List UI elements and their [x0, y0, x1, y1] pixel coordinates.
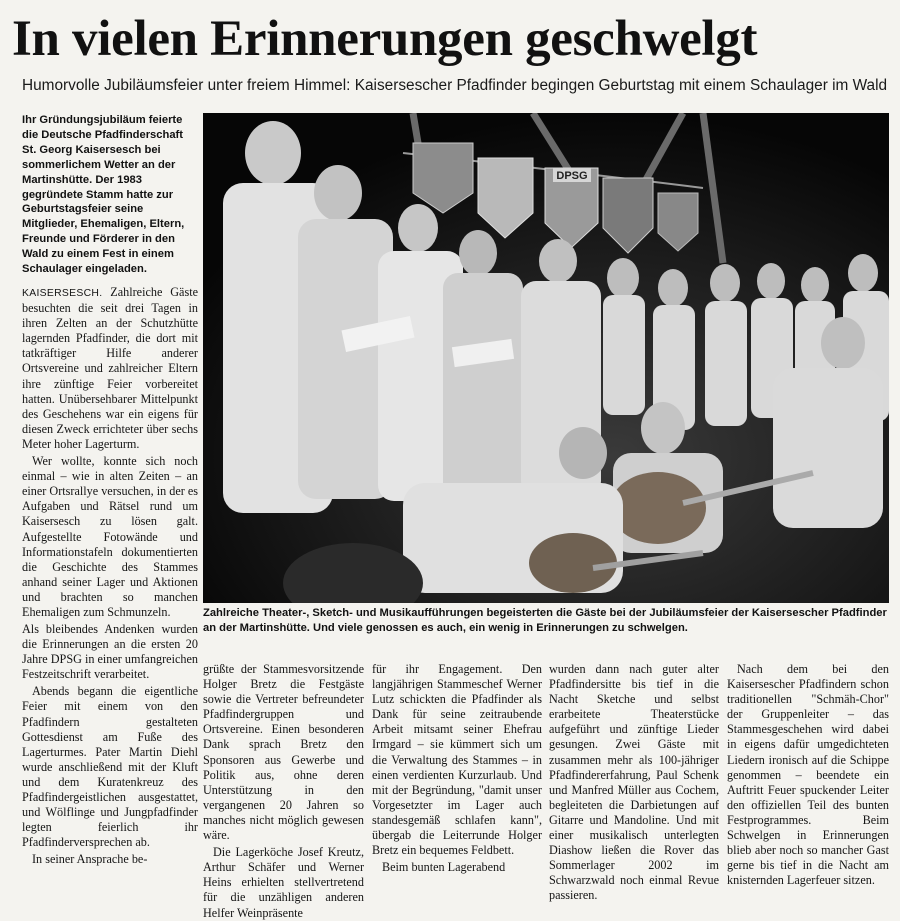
paragraph: Beim bunten Lagerabend: [382, 860, 506, 875]
paragraph: wurden dann nach guter alter Pfadfindersitte bis tief in die Nacht Sketche und selbst erarbeitete Theaterstücke aufgeführt und zünftige Lieder gesungen. Zwei Gäste mit zusammen mehr als 100-jähriger Pfadfindererfahrung, Paul Schenk und Manfred Müller aus Cochem, begleiteten die Darbietungen auf Gitarre und Mandoline. Und mit einer musikalisch unterlegten Diashow ließen die Rover das Sommerlager 2002 im Schwarzwald noch einmal Revue passieren.: [549, 662, 719, 903]
paragraph: grüßte der Stammesvorsitzende Holger Bretz die Festgäste sowie die Vertreter befreundeter Pfadfindergruppen und Ortsvereine. Einen besonderen Dank sprach Bretz den Sponsoren aus Gewerbe und Politik aus, ohne deren Unterstützung in den vergangenen 20 Jahren so manches nicht möglich gewesen wäre.: [203, 662, 364, 843]
photo-caption: Zahlreiche Theater-, Sketch- und Musikaufführungen begeisterten die Gäste bei der Jubiläumsfeier der Kaisersescher Pfadfinder an der Martinshütte. Und viele genossen es auch, ein wenig in Erinnerungen zu schwelgen.: [203, 607, 887, 634]
paragraph: für ihr Engagement. Den langjährigen Stammeschef Werner Lutz schickten die Pfadfinder als Dank für seine zeitraubende Arbeit mitsamt seiner Ehefrau Irmgard – sie kümmert sich um die Verwaltung des Stammes – in einen verdienten Kurzurlaub. Und mit der Begründung, "damit unser Vorgesetzter im Lager auch standesgemäß schlafen kann", übergab die Leiterrunde Holger Bretz ein bequemes Feldbett.: [372, 662, 542, 858]
article-lead: Ihr Gründungsjubiläum feierte die Deutsche Pfadfinderschaft St. Georg Kaisersesch bei sommerlichem Wetter an der Martinshütte. Der 1983 gegründete Stamm hatte zur Geburtstagsfeier seine Mitglieder, Ehemaligen, Eltern, Freunde und Förderer in den Wald zu einem Fest in einem Schaulager eingeladen.: [22, 114, 185, 276]
banner-text: DPSG: [556, 170, 588, 182]
text-column-3: [372, 662, 542, 875]
dateline: KAISERSESCH.: [22, 288, 103, 299]
article-subheadline: Humorvolle Jubiläumsfeier unter freiem Himmel: Kaisersescher Pfadfinder begingen Geburtstag mit einem Schaulager im Wald: [22, 77, 888, 94]
article-photo: [203, 113, 889, 603]
paragraph: Wer wollte, konnte sich noch einmal – wie in alten Zeiten – an einer Ortsrallye versuchen, in der es Aufgaben und Rätsel rund um Kaisersesch zu lösen galt. Aufgestellte Fotowände und Informationstafeln dokumentierten die Geschichte des Stammes anhand seiner Lager und Aktionen und brachten so manchen Ehemaligen zum Schmunzeln.: [22, 454, 198, 619]
text-column-1: [22, 285, 198, 620]
text-column-2: [203, 662, 364, 921]
paragraph: In seiner Ansprache be-: [32, 852, 148, 867]
article-headline: In vielen Erinnerungen geschwelgt: [12, 11, 758, 67]
text-column-5: [727, 662, 889, 888]
text-column-4: [549, 662, 719, 904]
paragraph: Abends begann die eigentliche Feier mit einem von den Pfadfindern gestalteten Gottesdienst am Fuße des Lagerturmes. Pater Martin Diehl wurde anschließend mit der Kluft und dem Kuratenkreuz des Pfadfindergeistlichen ausgestattet, und Wölflinge und Jungpfadfinder legten feierlich ihr Pfadfinderversprechen ab.: [22, 684, 198, 850]
paragraph: Die Lagerköche Josef Kreutz, Arthur Schäfer und Werner Heins erhielten stellvertretend für die unzähligen anderen Helfer Weinpräsente: [203, 845, 364, 920]
paragraph: Nach dem bei den Kaisersescher Pfadfindern schon traditionellen "Schmäh-Chor" der Gruppenleiter – das Stammesgeschehen wird dabei in eigens dafür umgedichteten Liedern ironisch auf die Schippe genommen – beendete ein Auftritt Feuer spuckender Leiter den offiziellen Teil des bunten Festprogrammes. Beim Schwelgen in Erinnerungen blieb aber noch so mancher Gast gerne bis tief in die Nacht am knisternden Lagerfeuer sitzen.: [727, 662, 889, 888]
paragraph: [22, 285, 198, 452]
scout-choir-photo: [203, 113, 889, 603]
paragraph-text: Zahlreiche Gäste besuchten die seit drei Tagen in ihren Zelten an der Schutzhütte lagernden Pfadfinder, die dort mit tatkräftiger Hilfe anderer Ortsvereine und zahlreicher Eltern ihre zünftige Feier vorbereitet hatten. Unübersehbarer Mittelpunkt des Geschehens war ein eigens für diesen Zweck errichteter über sechs Meter hoher Lagerturm.: [22, 285, 198, 451]
text-column-1-continued: [22, 622, 198, 868]
paragraph: Als bleibendes Andenken wurden die Erinnerungen an die ersten 20 Jahre DPSG in einer umfangreichen Festzeitschrift verarbeitet.: [22, 622, 198, 682]
